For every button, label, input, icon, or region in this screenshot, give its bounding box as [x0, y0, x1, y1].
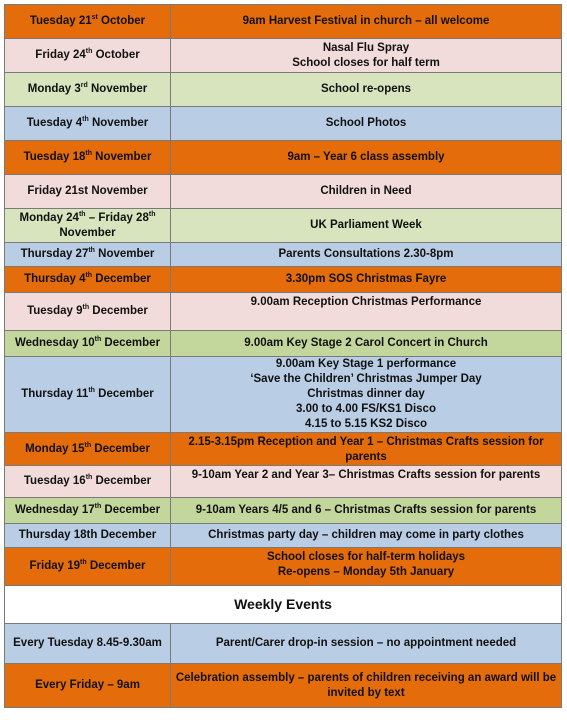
date-text: November [91, 151, 152, 163]
date-text: November [94, 248, 155, 260]
date-text: November [87, 83, 148, 95]
event-line: School Photos [325, 117, 407, 129]
event-row [5, 548, 562, 586]
date-ordinal: th [85, 48, 93, 56]
event-row [5, 498, 562, 524]
date-ordinal: th [94, 336, 102, 344]
date-ordinal: th [88, 247, 95, 255]
date-ordinal: st [91, 14, 98, 22]
event-date [5, 433, 171, 466]
weekly-events-heading: Weekly Events [5, 586, 562, 624]
event-date [5, 243, 171, 267]
event-description [171, 267, 562, 293]
event-description [171, 433, 562, 466]
event-line: 9-10am Years 4/5 and 6 – Christmas Crafts session for parents [195, 504, 537, 516]
date-text: Tuesday 4 [26, 117, 83, 129]
event-row [5, 524, 562, 548]
event-date [5, 498, 171, 524]
date-text: Friday 19 [29, 560, 81, 572]
date-text: November [59, 226, 116, 239]
event-description [171, 107, 562, 141]
weekly-heading-row [5, 586, 562, 624]
date-ordinal: rd [80, 82, 88, 90]
event-row [5, 466, 562, 498]
event-line: 9am – Year 6 class assembly [287, 151, 445, 163]
date-text: Tuesday 18 [23, 151, 86, 163]
date-text: Friday 24 [35, 49, 86, 61]
date-ordinal: th [82, 116, 89, 124]
date-text: November [88, 117, 149, 129]
date-text: Friday 21st November [27, 185, 148, 197]
event-description [171, 498, 562, 524]
event-date [5, 73, 171, 107]
event-line: Celebration assembly – parents of children receiving an award will be invited by text [175, 671, 557, 699]
event-description [171, 357, 562, 433]
date-text: October [92, 49, 140, 61]
event-line: 3.30pm SOS Christmas Fayre [285, 273, 447, 285]
event-row [5, 141, 562, 175]
date-text: Thursday 4 [24, 273, 86, 285]
event-date [5, 267, 171, 293]
event-line: UK Parliament Week [310, 219, 422, 231]
event-line: 4.15 to 5.15 KS2 Disco [304, 418, 428, 430]
date-ordinal: th [94, 503, 102, 511]
event-date [5, 624, 171, 664]
date-text: Thursday 18th December [18, 529, 157, 541]
events-table [4, 4, 562, 708]
event-row [5, 624, 562, 664]
event-description [171, 243, 562, 267]
event-description [171, 175, 562, 209]
date-text: December [92, 273, 151, 285]
event-description [171, 624, 562, 664]
event-row [5, 243, 562, 267]
date-text: Wednesday 10 [14, 337, 95, 349]
event-date [5, 466, 171, 498]
event-date [5, 664, 171, 708]
event-line: Parents Consultations 2.30-8pm [278, 248, 454, 260]
event-date [5, 524, 171, 548]
event-line: Re-opens – Monday 5th January [277, 566, 455, 578]
event-line: 9.00am Reception Christmas Performance [250, 296, 482, 308]
event-line: Nasal Flu Spray [322, 41, 410, 54]
event-line: 9am Harvest Festival in church – all welcome [242, 15, 490, 27]
event-description [171, 524, 562, 548]
event-line: 9-10am Year 2 and Year 3– Christmas Crafts session for parents [191, 469, 541, 481]
date-text: Wednesday 17 [14, 504, 95, 516]
date-ordinal: th [85, 272, 93, 280]
event-date [5, 548, 171, 586]
event-line: ‘Save the Children’ Christmas Jumper Day [250, 373, 482, 385]
event-description [171, 331, 562, 357]
event-row [5, 5, 562, 39]
event-row [5, 433, 562, 466]
date-text: December [91, 442, 150, 455]
event-description [171, 466, 562, 498]
date-ordinal: th [78, 210, 86, 218]
event-row [5, 331, 562, 357]
date-text: December [94, 388, 154, 400]
event-line: Christmas party day – children may come in party clothes [208, 529, 524, 541]
event-date [5, 331, 171, 357]
event-date [5, 5, 171, 39]
date-text: Tuesday 16 [23, 475, 86, 487]
date-text: December [86, 560, 146, 572]
date-text: Thursday 11 [21, 388, 89, 400]
event-row [5, 357, 562, 433]
event-date [5, 293, 171, 331]
event-date [5, 39, 171, 73]
events-body [5, 5, 562, 708]
event-line: 3.00 to 4.00 FS/KS1 Disco [296, 403, 436, 415]
date-text: Monday 3 [27, 83, 81, 95]
date-text: Tuesday 9 [27, 305, 83, 317]
date-text: December [89, 305, 148, 317]
event-description [171, 293, 562, 331]
date-text: December [101, 337, 161, 349]
event-line: Parent/Carer drop-in session – no appointment needed [215, 637, 517, 649]
date-ordinal: th [148, 210, 156, 218]
event-date [5, 209, 171, 243]
event-date [5, 175, 171, 209]
event-description [171, 548, 562, 586]
event-row [5, 209, 562, 243]
event-line: School re-opens [320, 83, 412, 95]
event-row [5, 39, 562, 73]
event-row [5, 73, 562, 107]
event-line: 9.00am Key Stage 2 Carol Concert in Church [244, 337, 488, 349]
date-ordinal: th [80, 559, 87, 567]
event-line: Christmas dinner day [307, 388, 425, 400]
event-description [171, 209, 562, 243]
event-description [171, 664, 562, 708]
event-description [171, 141, 562, 175]
date-ordinal: th [84, 441, 92, 449]
date-text: Every Tuesday 8.45-9.30am [13, 637, 162, 649]
event-line: 9.00am Key Stage 1 performance [275, 358, 457, 370]
date-ordinal: th [85, 474, 93, 482]
event-line: School closes for half term [292, 56, 440, 69]
event-row [5, 664, 562, 708]
date-ordinal: th [88, 387, 95, 395]
event-row [5, 107, 562, 141]
date-text: December [92, 475, 152, 487]
event-line: Children in Need [320, 185, 412, 197]
date-text: Every Friday – 9am [35, 679, 140, 691]
date-text: Monday 15 [25, 442, 85, 455]
date-ordinal: th [85, 150, 92, 158]
event-date [5, 141, 171, 175]
event-description [171, 73, 562, 107]
event-row [5, 267, 562, 293]
event-row [5, 175, 562, 209]
date-text: – Friday 28 [85, 211, 149, 224]
event-row [5, 293, 562, 331]
event-description [171, 39, 562, 73]
event-description [171, 5, 562, 39]
date-text: December [101, 504, 161, 516]
date-text: Thursday 27 [20, 248, 89, 260]
event-line: School closes for half-term holidays [266, 551, 466, 563]
event-line: 2.15-3.15pm Reception and Year 1 – Christmas Crafts session for parents [188, 436, 544, 463]
date-ordinal: th [82, 304, 90, 312]
date-text: October [97, 15, 146, 27]
date-text: Monday 24 [19, 211, 79, 224]
event-date [5, 357, 171, 433]
date-text: Tuesday 21 [29, 15, 92, 27]
event-date [5, 107, 171, 141]
